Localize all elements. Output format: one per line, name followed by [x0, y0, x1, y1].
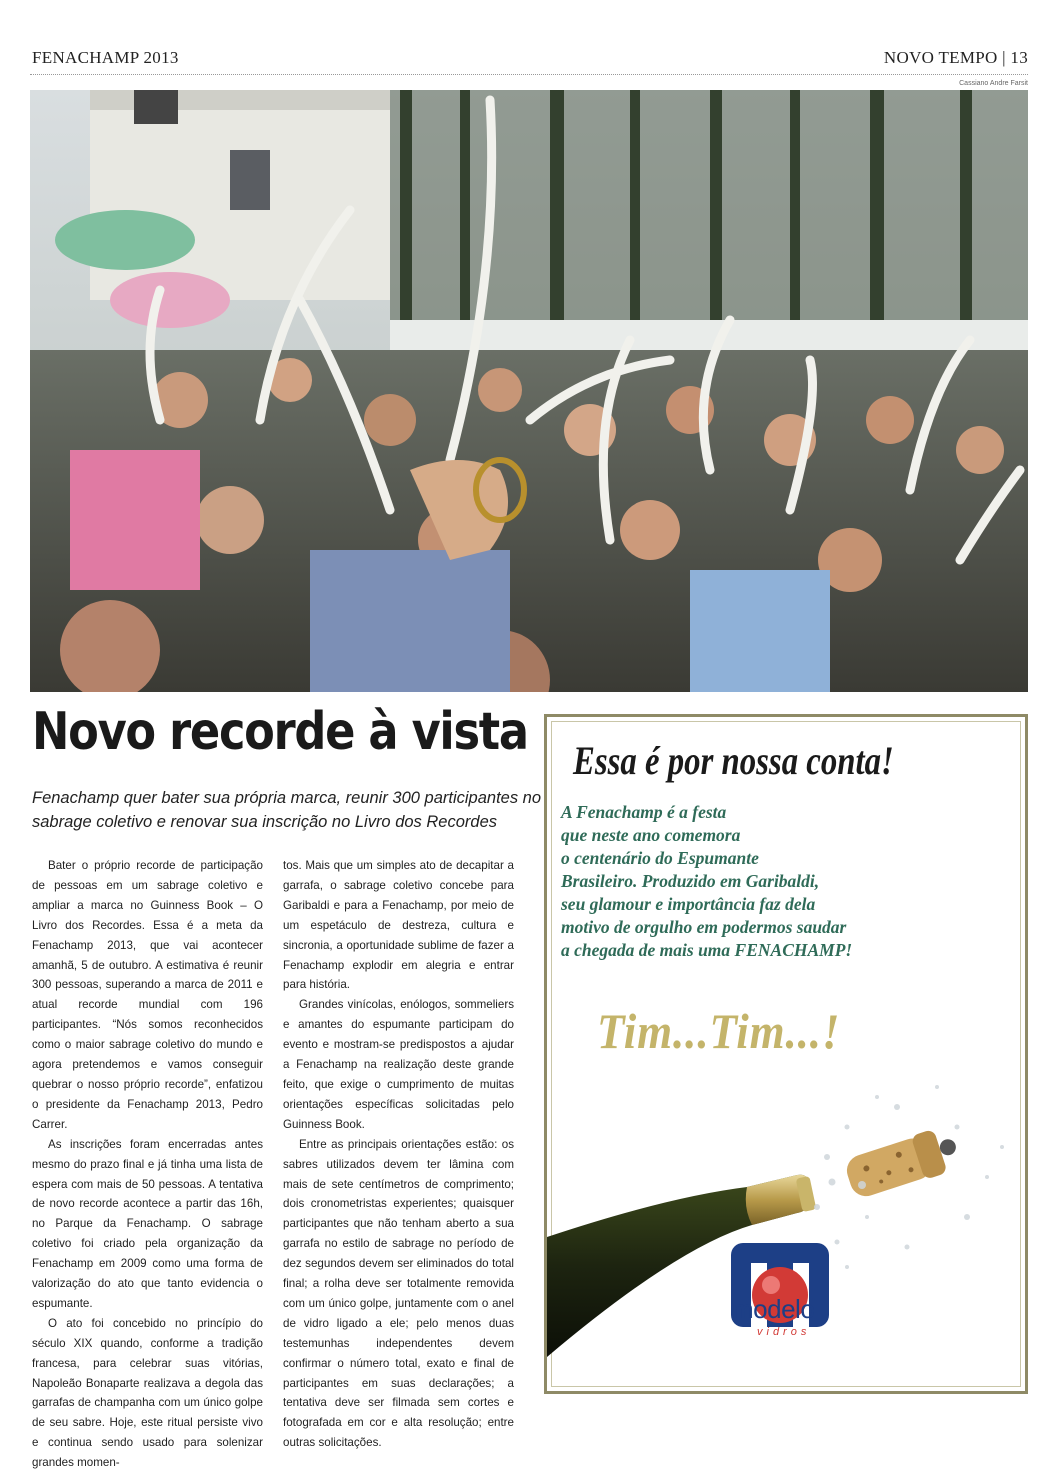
photo-credit: Cassiano Andre Farsit: [959, 80, 1028, 87]
ad-toast-text: Tim...Tim...!: [597, 1003, 841, 1059]
champagne-bottle-illustration: [547, 1067, 1025, 1391]
article-headline: Novo recorde à vista: [32, 702, 528, 762]
ad-text: A Fenachamp é a festa que neste ano comemora o centenário do Espumante Brasileiro. Produzido em Garibaldi, seu glamour e importância faz dela motivo de orgulho em podermos saudar a chegada de mais uma FENACHAMP!: [561, 802, 853, 960]
article-column-2: [283, 856, 514, 1453]
brand-logo-subtitle: vidros: [757, 1326, 811, 1338]
article-paragraph: tos. Mais que um simples ato de decapitar a garrafa, o sabrage coletivo concebe para Garibaldi e para a Fenachamp, por meio de um espetáculo de destreza, cultura e sincronia, a oportunidade sublime de fazer a Fenachamp explodir em alegria e entrar para história.: [283, 859, 514, 992]
article-paragraph: As inscrições foram encerradas antes mesmo do prazo final e já tinha uma lista de espera com mais de 50 pessoas. A tentativa de novo recorde acontece a partir das 16h, no Parque da Fenachamp. O sabrage coletivo foi criado pela organização da Fenachamp em 2009 como uma forma de valorização do ato que tanto evidencia o espumante.: [32, 1137, 263, 1310]
sabrage-crowd-photo: [30, 90, 1028, 692]
advertisement-box: [544, 714, 1028, 1394]
article-paragraph: Entre as principais orientações estão: os sabres utilizados devem ter lâmina com mais de sete centímetros de comprimento; dois cronometristas experientes; quaisquer participantes que não tenham aberto a sua garrafa no estilo de sabrage no período de dez segundos devem ser eliminados do total final; a rolha deve ser totalmente removida com um único golpe, juntamente com o anel de vidro ligado a ele; pelo menos duas testemunhas independentes devem confirmar o número total, exato e final de participantes em suas declarações; a tentativa deve ser filmada sem cortes e fotografada em cor e alta resolução; entre outras solicitações.: [283, 1137, 514, 1450]
article-deck: Fenachamp quer bater sua própria marca, reunir 300 participantes no sabrage coletivo e renovar sua inscrição no Livro dos Recordes: [32, 789, 542, 831]
article-column-1: [32, 856, 263, 1473]
brand-logo-name: modelo: [732, 1294, 815, 1324]
article-paragraph: O ato foi concebido no princípio do século XIX quando, conforme a tradição francesa, para celebrar suas vitórias, Napoleão Bonaparte realizava a degola das garrafas de champanha com um único golpe de seu sabre. Hoje, este ritual persiste vivo e continua sendo usado para solenizar grandes momen-: [32, 1316, 263, 1470]
header-divider: [30, 74, 1028, 75]
article-paragraph: Grandes vinícolas, enólogos, sommeliers e amantes do espumante participam do evento e mostram-se predispostos a ajudar a Fenachamp na realização deste grande feito, que exige o cumprimento de muitas orientações específicas solicitadas pelo Guinness Book.: [283, 998, 514, 1131]
article-paragraph: Bater o próprio recorde de participação de pessoas em um sabrage coletivo e ampliar a marca no Guinness Book – O Livro dos Recordes. Essa é a meta da Fenachamp 2013, que vai acontecer amanhã, 5 de outubro. A estimativa é reunir 300 pessoas, superando a marca de 2011 e atual recorde mundial com 196 participantes. “Nós somos reconhecidos como o maior sabrage coletivo do mundo e agora pretendemos e vamos conseguir quebrar o nosso próprio recorde”, enfatizou o presidente da Fenachamp 2013, Pedro Carrer.: [32, 859, 263, 1131]
running-header-left: FENACHAMP 2013: [32, 48, 179, 67]
running-header-page: NOVO TEMPO | 13: [883, 48, 1028, 67]
ad-title: Essa é por nossa conta!: [573, 738, 894, 783]
